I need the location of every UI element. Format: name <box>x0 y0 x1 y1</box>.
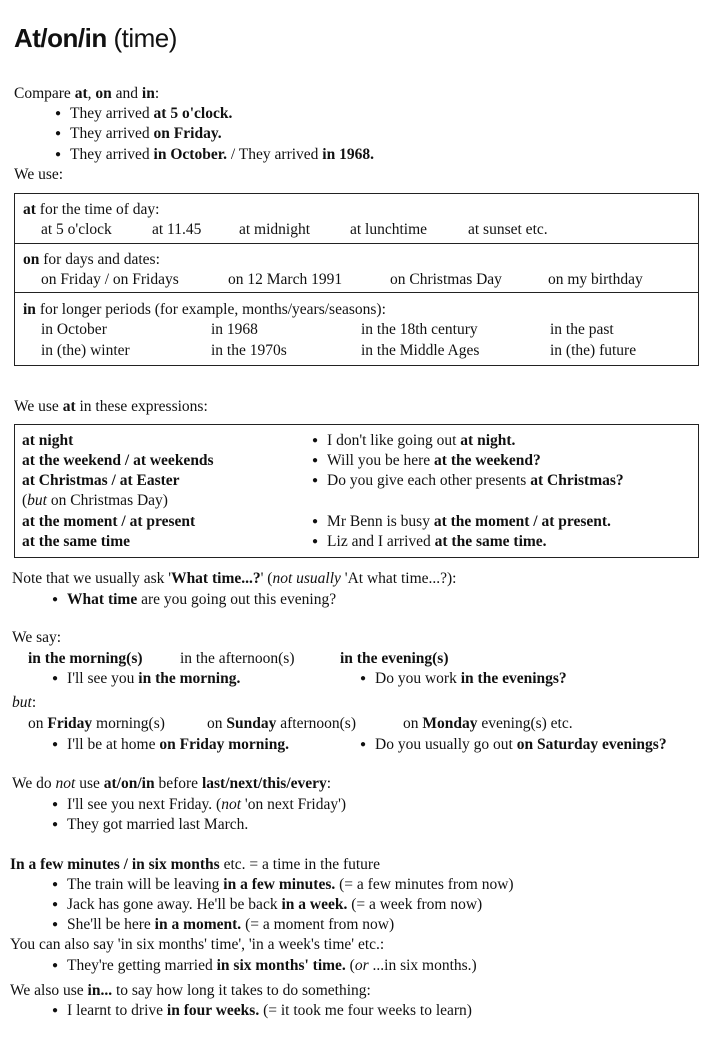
but-label: but: <box>12 694 37 711</box>
future-rule: In a few minutes / in six months etc. = a time in the future <box>10 856 380 873</box>
duration-example: ● I learnt to drive in four weeks. (= it took me four weeks to learn) <box>52 1001 472 1023</box>
expression: at the moment / at present <box>22 513 196 530</box>
on-example: on Christmas Day <box>390 271 502 288</box>
also-say-rule: You can also say 'in six months' time', 'in a week's time' etc.: <box>10 936 385 953</box>
not-use-rule: We do not use at/on/in before last/next/this/every: <box>12 775 332 792</box>
at-example: at 11.45 <box>152 221 202 238</box>
expression: at the weekend / at weekends <box>22 452 214 469</box>
in-example: in the Middle Ages <box>361 342 480 359</box>
we-say-label: We say: <box>12 629 62 646</box>
in-example: in the 1970s <box>211 342 287 359</box>
in-rule-heading: in for longer periods (for example, months/years/seasons): <box>23 301 386 318</box>
expression-note: (but on Christmas Day) <box>22 492 168 509</box>
day-part: on Friday morning(s) <box>28 715 165 732</box>
on-example: on Friday / on Fridays <box>41 271 179 288</box>
we-say-example: ● I'll see you in the morning. <box>52 669 240 691</box>
part-of-day: in the evening(s) <box>340 650 449 667</box>
future-example: ● Jack has gone away. He'll be back in a week. (= a week from now) <box>52 895 482 917</box>
not-use-example: ● They got married last March. <box>52 815 248 837</box>
compare-example-2: ● They arrived on Friday. <box>55 124 222 146</box>
compare-example-1: ● They arrived at 5 o'clock. <box>55 104 232 126</box>
at-example: at 5 o'clock <box>41 221 112 238</box>
what-time-note: Note that we usually ask 'What time...?' (not usually 'At what time...?): <box>12 570 457 587</box>
page-title: At/on/in (time) <box>14 23 177 53</box>
expression-example: ● Mr Benn is busy at the moment / at present. <box>312 512 611 534</box>
not-use-example: ● I'll see you next Friday. (not 'on next Friday') <box>52 795 346 817</box>
expression: at night <box>22 432 74 449</box>
expression-example: ● Will you be here at the weekend? <box>312 451 541 473</box>
day-part: on Sunday afternoon(s) <box>207 715 356 732</box>
we-say-example: ● I'll be at home on Friday morning. <box>52 735 289 757</box>
at-example: at midnight <box>239 221 311 238</box>
future-example: ● They're getting married in six months' time. (or ...in six months.) <box>52 956 477 978</box>
in-example: in 1968 <box>211 321 258 338</box>
compare-intro: Compare at, on and in: <box>14 85 160 102</box>
at-rule-heading: at for the time of day: <box>23 201 160 218</box>
future-example: ● The train will be leaving in a few minutes. (= a few minutes from now) <box>52 875 514 897</box>
part-of-day: in the afternoon(s) <box>180 650 295 667</box>
in-example: in (the) winter <box>41 342 130 359</box>
expression-example: ● Do you give each other presents at Christmas? <box>312 471 624 493</box>
we-say-example: ● Do you usually go out on Saturday evenings? <box>360 735 667 757</box>
in-example: in the past <box>550 321 614 338</box>
on-example: on 12 March 1991 <box>228 271 343 288</box>
divider <box>15 292 698 293</box>
future-example: ● She'll be here in a moment. (= a moment from now) <box>52 915 394 937</box>
on-example: on my birthday <box>548 271 643 288</box>
we-say-example: ● Do you work in the evenings? <box>360 669 567 691</box>
in-example: in (the) future <box>550 342 637 359</box>
we-use-label: We use: <box>14 166 64 183</box>
divider <box>15 243 698 244</box>
part-of-day: in the morning(s) <box>28 650 143 667</box>
expression: at Christmas / at Easter <box>22 472 180 489</box>
in-example: in the 18th century <box>361 321 478 338</box>
expression: at the same time <box>22 533 131 550</box>
on-rule-heading: on for days and dates: <box>23 251 160 268</box>
expression-example: ● I don't like going out at night. <box>312 431 515 453</box>
duration-rule: We also use in... to say how long it takes to do something: <box>10 982 371 999</box>
day-part: on Monday evening(s) etc. <box>403 715 573 732</box>
compare-example-3: ● They arrived in October. / They arrived in 1968. <box>55 145 374 167</box>
expression-example: ● Liz and I arrived at the same time. <box>312 532 547 554</box>
in-example: in October <box>41 321 107 338</box>
at-example: at lunchtime <box>350 221 428 238</box>
expressions-intro: We use at in these expressions: <box>14 398 208 415</box>
note-example: ● What time are you going out this evening? <box>52 590 336 612</box>
at-example: at sunset etc. <box>468 221 548 238</box>
